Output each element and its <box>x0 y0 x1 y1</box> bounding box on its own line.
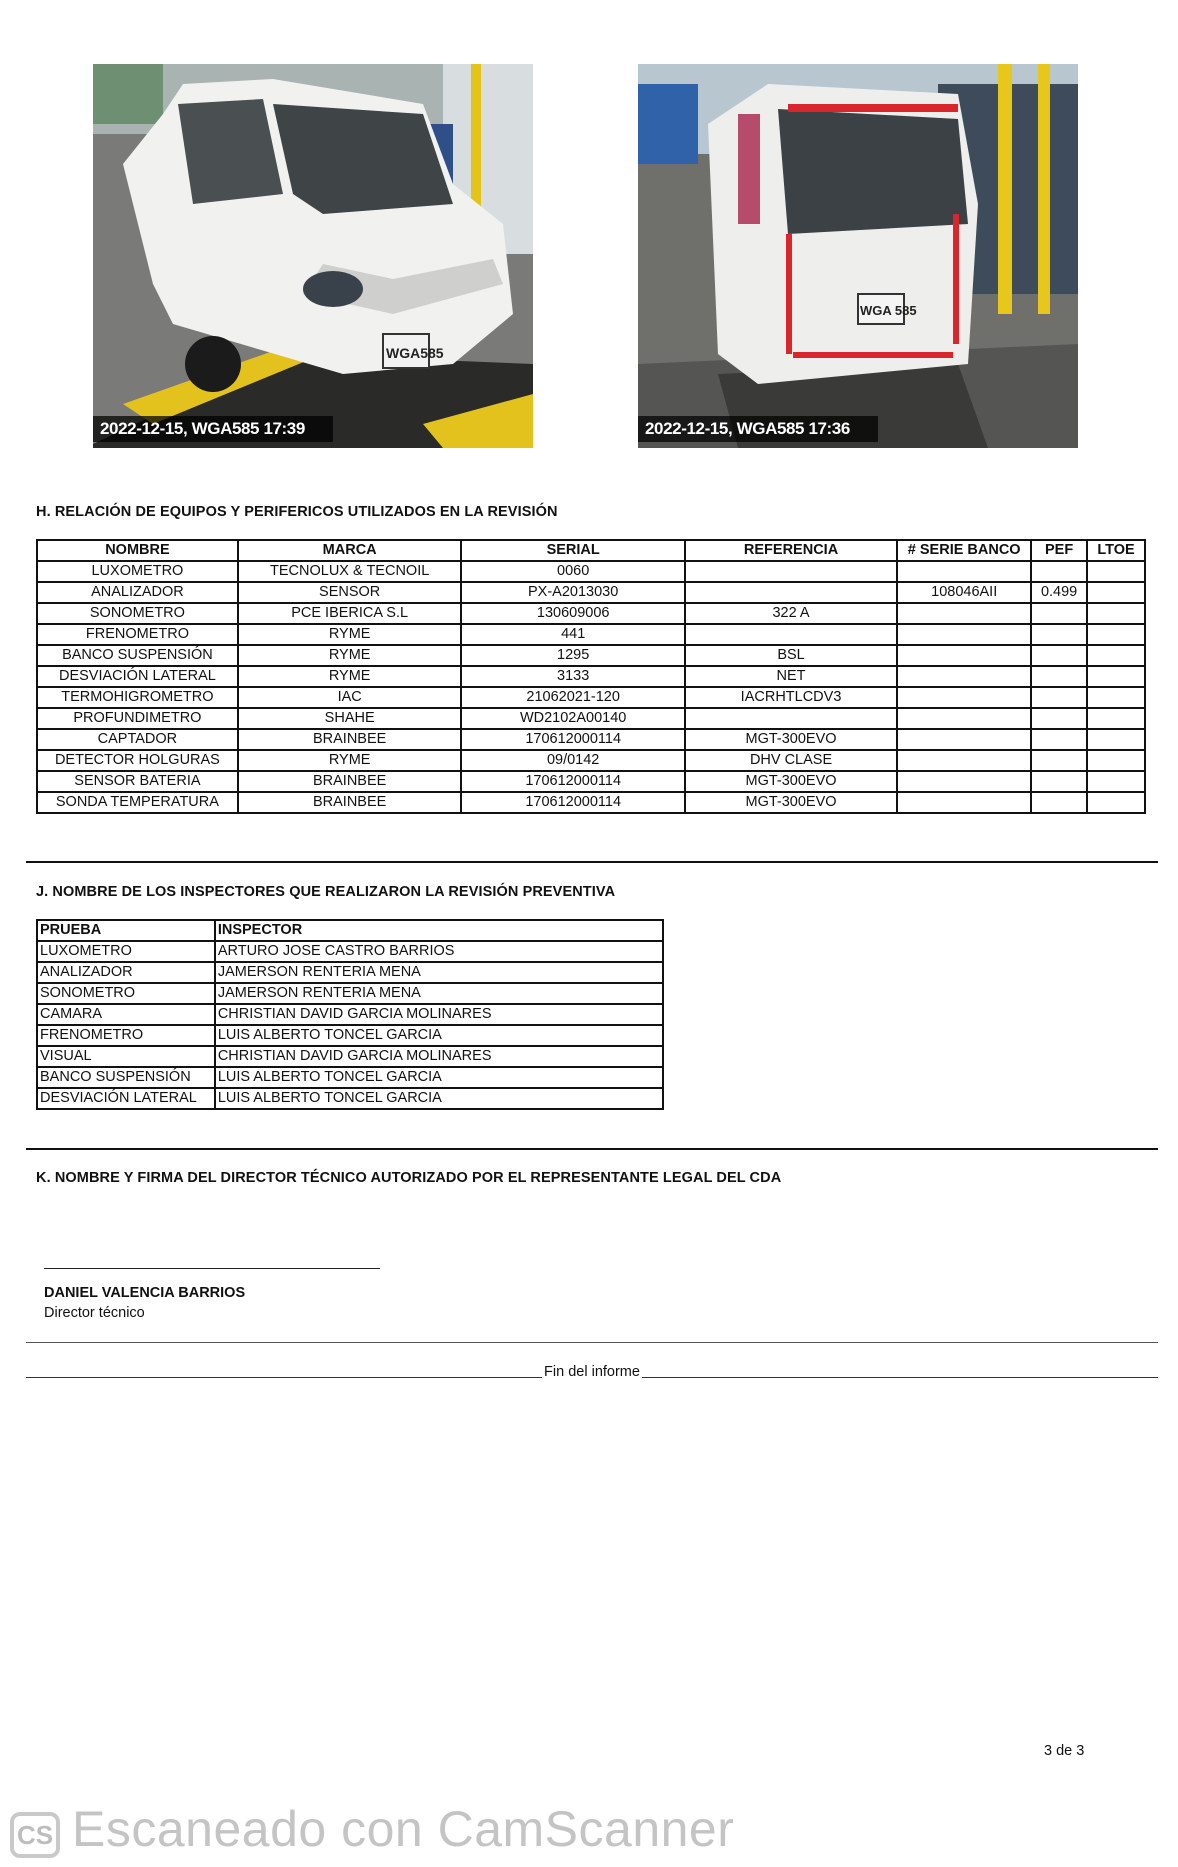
equipment-cell <box>1087 792 1145 813</box>
inspector-row <box>37 1067 663 1088</box>
equipment-cell: 0060 <box>461 561 684 582</box>
equipment-cell <box>1031 666 1087 687</box>
equipment-cell: 130609006 <box>461 603 684 624</box>
equipment-cell <box>685 561 897 582</box>
equipment-cell <box>897 561 1031 582</box>
inspector-name-cell: LUIS ALBERTO TONCEL GARCIA <box>215 1088 663 1109</box>
photo-timestamp: 2022-12-15, WGA585 17:36 <box>638 416 878 442</box>
photo-timestamp: 2022-12-15, WGA585 17:39 <box>93 416 333 442</box>
equipment-cell: PROFUNDIMETRO <box>37 708 238 729</box>
equipment-row <box>37 603 1145 624</box>
equipment-cell: 322 A <box>685 603 897 624</box>
equipment-cell: RYME <box>238 624 462 645</box>
equipment-cell: RYME <box>238 645 462 666</box>
end-of-report <box>26 1364 1158 1380</box>
equipment-cell <box>897 687 1031 708</box>
equipment-cell <box>1031 729 1087 750</box>
inspector-name-cell: JAMERSON RENTERIA MENA <box>215 983 663 1004</box>
inspector-row <box>37 962 663 983</box>
equipment-cell: PCE IBERICA S.L <box>238 603 462 624</box>
equipment-cell: TERMOHIGROMETRO <box>37 687 238 708</box>
inspector-test-cell: VISUAL <box>37 1046 215 1067</box>
equipment-cell <box>1031 603 1087 624</box>
equipment-cell: SENSOR BATERIA <box>37 771 238 792</box>
section-j-title: J. NOMBRE DE LOS INSPECTORES QUE REALIZARON LA REVISIÓN PREVENTIVA <box>36 884 616 900</box>
equipment-cell <box>897 645 1031 666</box>
section-h-title: H. RELACIÓN DE EQUIPOS Y PERIFERICOS UTILIZADOS EN LA REVISIÓN <box>36 504 558 520</box>
equipment-cell: ANALIZADOR <box>37 582 238 603</box>
equipment-cell <box>1031 708 1087 729</box>
equipment-cell <box>1031 750 1087 771</box>
inspector-test-cell: DESVIACIÓN LATERAL <box>37 1088 215 1109</box>
equipment-cell: 21062021-120 <box>461 687 684 708</box>
equipment-cell: TECNOLUX & TECNOIL <box>238 561 462 582</box>
inspectors-table <box>36 919 664 1110</box>
col-serial-header: SERIAL <box>461 540 684 561</box>
equipment-cell: 3133 <box>461 666 684 687</box>
equipment-row <box>37 666 1145 687</box>
equipment-row <box>37 624 1145 645</box>
equipment-row <box>37 792 1145 813</box>
equipment-cell: 170612000114 <box>461 792 684 813</box>
equipment-cell <box>1031 561 1087 582</box>
inspector-row <box>37 1088 663 1109</box>
equipment-cell: 1295 <box>461 645 684 666</box>
col-serie-banco-header: # SERIE BANCO <box>897 540 1031 561</box>
equipment-cell <box>1031 687 1087 708</box>
rear-plate-text: WGA 585 <box>860 303 917 318</box>
equipment-row <box>37 771 1145 792</box>
equipment-cell <box>1087 666 1145 687</box>
equipment-cell: SONOMETRO <box>37 603 238 624</box>
col-marca-header: MARCA <box>238 540 462 561</box>
equipment-row <box>37 687 1145 708</box>
vehicle-photo-rear <box>638 64 1078 448</box>
equipment-cell <box>685 582 897 603</box>
inspector-name-cell: LUIS ALBERTO TONCEL GARCIA <box>215 1067 663 1088</box>
equipment-cell: RYME <box>238 666 462 687</box>
inspector-name-cell: JAMERSON RENTERIA MENA <box>215 962 663 983</box>
equipment-cell: 108046AII <box>897 582 1031 603</box>
inspector-row <box>37 1004 663 1025</box>
equipment-cell: 441 <box>461 624 684 645</box>
inspector-test-cell: ANALIZADOR <box>37 962 215 983</box>
equipment-table <box>36 539 1146 814</box>
inspector-row <box>37 1046 663 1067</box>
equipment-cell: SONDA TEMPERATURA <box>37 792 238 813</box>
equipment-cell <box>1031 624 1087 645</box>
equipment-cell <box>1087 687 1145 708</box>
equipment-row <box>37 708 1145 729</box>
equipment-cell: BANCO SUSPENSIÓN <box>37 645 238 666</box>
end-of-report-text: Fin del informe <box>544 1364 640 1380</box>
camscanner-logo-icon: CS <box>10 1812 60 1858</box>
equipment-cell: CAPTADOR <box>37 729 238 750</box>
signature-line <box>44 1268 380 1269</box>
col-prueba-header: PRUEBA <box>37 920 215 941</box>
equipment-cell <box>1087 603 1145 624</box>
vehicle-photo-front <box>93 64 533 448</box>
equipment-cell <box>1087 582 1145 603</box>
equipment-cell: DHV CLASE <box>685 750 897 771</box>
equipment-cell <box>1031 792 1087 813</box>
equipment-cell <box>897 729 1031 750</box>
col-nombre-header: NOMBRE <box>37 540 238 561</box>
equipment-cell <box>685 708 897 729</box>
equipment-cell <box>897 750 1031 771</box>
equipment-cell: BRAINBEE <box>238 792 462 813</box>
inspectors-table-header <box>37 920 663 941</box>
inspector-row <box>37 1025 663 1046</box>
equipment-cell <box>685 624 897 645</box>
equipment-cell <box>1087 750 1145 771</box>
equipment-cell <box>1031 771 1087 792</box>
equipment-cell <box>1087 561 1145 582</box>
col-pef-header: PEF <box>1031 540 1087 561</box>
equipment-cell <box>1087 624 1145 645</box>
equipment-cell: BRAINBEE <box>238 771 462 792</box>
equipment-cell: MGT-300EVO <box>685 729 897 750</box>
section-divider <box>26 861 1158 863</box>
equipment-row <box>37 729 1145 750</box>
camscanner-watermark: Escaneado con CamScanner <box>72 1801 735 1857</box>
inspector-test-cell: CAMARA <box>37 1004 215 1025</box>
director-role: Director técnico <box>44 1305 145 1321</box>
inspector-test-cell: SONOMETRO <box>37 983 215 1004</box>
equipment-cell <box>897 771 1031 792</box>
section-k-title: K. NOMBRE Y FIRMA DEL DIRECTOR TÉCNICO AUTORIZADO POR EL REPRESENTANTE LEGAL DEL CDA <box>36 1170 782 1186</box>
footer-divider <box>26 1342 1158 1343</box>
equipment-cell <box>897 792 1031 813</box>
equipment-cell: 09/0142 <box>461 750 684 771</box>
equipment-cell: IACRHTLCDV3 <box>685 687 897 708</box>
inspector-test-cell: LUXOMETRO <box>37 941 215 962</box>
equipment-cell: SHAHE <box>238 708 462 729</box>
equipment-cell: RYME <box>238 750 462 771</box>
equipment-cell: LUXOMETRO <box>37 561 238 582</box>
equipment-cell <box>1087 708 1145 729</box>
equipment-row <box>37 561 1145 582</box>
vehicle-front-image <box>93 64 533 448</box>
equipment-cell: BSL <box>685 645 897 666</box>
vehicle-rear-image <box>638 64 1078 448</box>
equipment-cell: SENSOR <box>238 582 462 603</box>
equipment-cell <box>897 708 1031 729</box>
col-inspector-header: INSPECTOR <box>215 920 663 941</box>
equipment-cell <box>1087 729 1145 750</box>
equipment-cell: BRAINBEE <box>238 729 462 750</box>
inspector-test-cell: BANCO SUSPENSIÓN <box>37 1067 215 1088</box>
equipment-cell <box>1031 645 1087 666</box>
end-rule-left <box>26 1377 542 1378</box>
equipment-cell <box>1087 645 1145 666</box>
inspector-name-cell: CHRISTIAN DAVID GARCIA MOLINARES <box>215 1004 663 1025</box>
equipment-cell: 170612000114 <box>461 771 684 792</box>
equipment-cell: DETECTOR HOLGURAS <box>37 750 238 771</box>
equipment-cell: IAC <box>238 687 462 708</box>
equipment-cell <box>897 666 1031 687</box>
equipment-cell: PX-A2013030 <box>461 582 684 603</box>
inspector-test-cell: FRENOMETRO <box>37 1025 215 1046</box>
equipment-cell: WD2102A00140 <box>461 708 684 729</box>
director-name: DANIEL VALENCIA BARRIOS <box>44 1285 246 1301</box>
equipment-cell: NET <box>685 666 897 687</box>
equipment-cell: DESVIACIÓN LATERAL <box>37 666 238 687</box>
inspector-row <box>37 983 663 1004</box>
equipment-cell <box>897 603 1031 624</box>
front-plate-text: WGA585 <box>386 345 444 361</box>
section-divider <box>26 1148 1158 1150</box>
equipment-cell: 170612000114 <box>461 729 684 750</box>
page-number: 3 de 3 <box>1044 1743 1085 1759</box>
equipment-cell <box>1087 771 1145 792</box>
equipment-row <box>37 750 1145 771</box>
equipment-row <box>37 582 1145 603</box>
equipment-cell: 0.499 <box>1031 582 1087 603</box>
inspector-name-cell: LUIS ALBERTO TONCEL GARCIA <box>215 1025 663 1046</box>
equipment-cell: MGT-300EVO <box>685 771 897 792</box>
inspector-name-cell: CHRISTIAN DAVID GARCIA MOLINARES <box>215 1046 663 1067</box>
col-ltoe-header: LTOE <box>1087 540 1145 561</box>
equipment-cell: FRENOMETRO <box>37 624 238 645</box>
equipment-cell: MGT-300EVO <box>685 792 897 813</box>
equipment-table-header <box>37 540 1145 561</box>
col-referencia-header: REFERENCIA <box>685 540 897 561</box>
inspector-row <box>37 941 663 962</box>
end-rule-right <box>642 1377 1158 1378</box>
equipment-row <box>37 645 1145 666</box>
inspector-name-cell: ARTURO JOSE CASTRO BARRIOS <box>215 941 663 962</box>
equipment-cell <box>897 624 1031 645</box>
